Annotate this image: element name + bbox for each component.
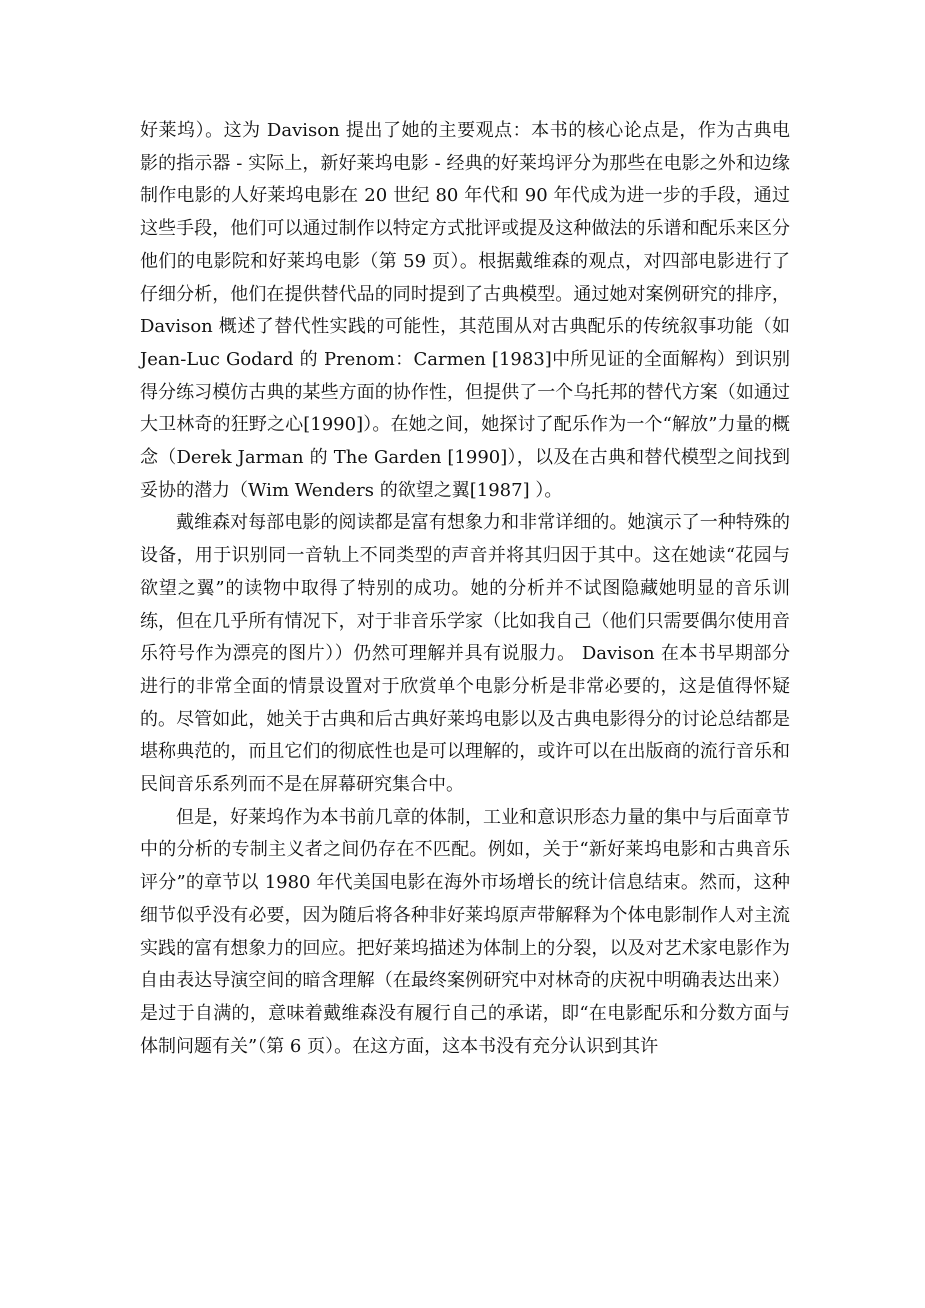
paragraph-3: 但是，好莱坞作为本书前几章的体制，工业和意识形态力量的集中与后面章节中的分析的专制主义者之间仍存在不匹配。例如，关于“新好莱坞电影和古典音乐评分”的章节以 1980 年代美国电影在海外市场增长的统计信息结束。然而，这种细节似乎没有必要，因为随后将各种非好莱坞原声带解释为个体电影制作人对主流实践的富有想象力的回应。把好莱坞描述为体制上的分裂，以及对艺术家电影作为自由表达导演空间的暗含理解（在最终案例研究中对林奇的庆祝中明确表达出来）是过于自满的，意味着戴维森没有履行自己的承诺，即“在电影配乐和分数方面与体制问题有关”（第 6 页）。在这方面，这本书没有充分认识到其许: [140, 806, 790, 1057]
body-text: [140, 115, 790, 1063]
paragraph-1: 好莱坞）。这为 Davison 提出了她的主要观点：本书的核心论点是，作为古典电影的指示器 - 实际上，新好莱坞电影 - 经典的好莱坞评分为那些在电影之外和边缘制作电影的人好莱坞电影在 20 世纪 80 年代和 90 年代成为进一步的手段，通过这些手段，他们可以通过制作以特定方式批评或提及这种做法的乐谱和配乐来区分他们的电影院和好莱坞电影（第 59 页）。根据戴维森的观点，对四部电影进行了仔细分析，他们在提供替代品的同时提到了古典模型。通过她对案例研究的排序，Davison 概述了替代性实践的可能性，其范围从对古典配乐的传统叙事功能（如 Jean-Luc Godard 的 Prenom：Carmen [1983]中所见证的全面解构）到识别得分练习模仿古典的某些方面的协作性，但提供了一个乌托邦的替代方案（如通过大卫林奇的狂野之心[1990]）。在她之间，她探讨了配乐作为一个“解放”力量的概念（Derek Jarman 的 The Garden [1990]），以及在古典和替代模型之间找到妥协的潜力（Wim Wenders 的欲望之翼[1987] ）。: [140, 120, 790, 501]
paragraph-2: 戴维森对每部电影的阅读都是富有想象力和非常详细的。她演示了一种特殊的设备，用于识别同一音轨上不同类型的声音并将其归因于其中。这在她读“花园与欲望之翼”的读物中取得了特别的成功。她的分析并不试图隐藏她明显的音乐训练，但在几乎所有情况下，对于非音乐学家（比如我自己（他们只需要偶尔使用音乐符号作为漂亮的图片））仍然可理解并具有说服力。 Davison 在本书早期部分进行的非常全面的情景设置对于欣赏单个电影分析是非常必要的，这是值得怀疑的。尽管如此，她关于古典和后古典好莱坞电影以及古典电影得分的讨论总结都是堪称典范的，而且它们的彻底性也是可以理解的，或许可以在出版商的流行音乐和民间音乐系列而不是在屏幕研究集合中。: [140, 512, 790, 796]
